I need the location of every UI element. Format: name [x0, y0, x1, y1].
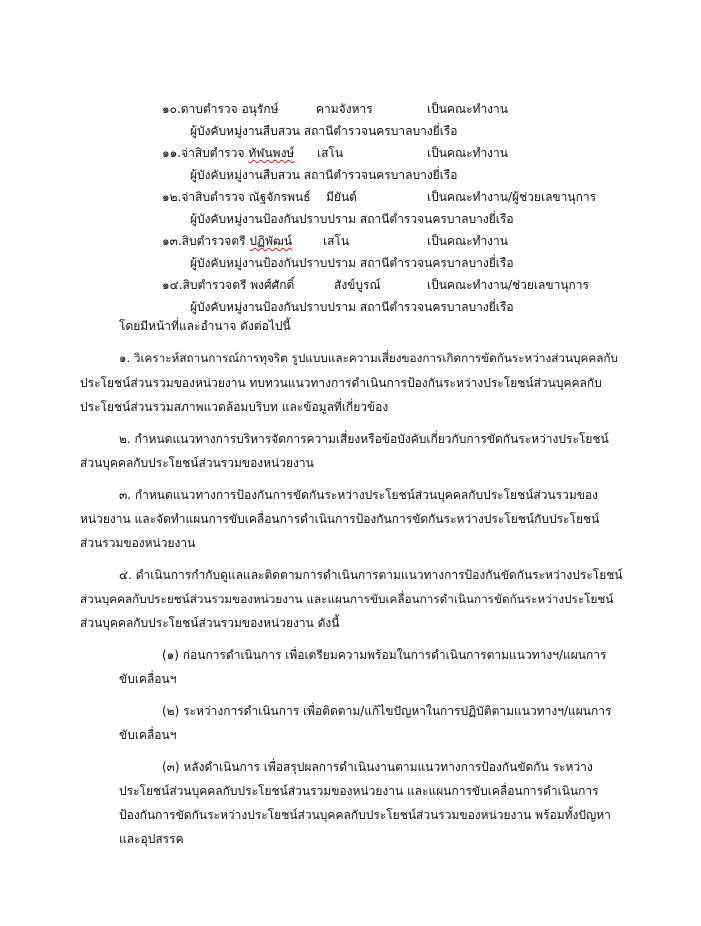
sub1-line1: (๑) ก่อนการดำเนินการ เพื่อเตรียมความพร้อมในการดำเนินการตามแนวทางฯ/แผนการ [162, 648, 607, 662]
member-number: ๑๔. [162, 278, 183, 292]
member-number: ๑๑. [162, 146, 182, 160]
member-11-line [162, 145, 294, 161]
member-12-role: เป็นคณะทำงาน/ผู้ช่วยเลขานุการ [427, 190, 597, 204]
sub3-line3: ป้องกันการขัดกันระหว่างประโยชน์ส่วนบุคคลกับประโยชน์ส่วนรวมของหน่วยงาน พร้อมทั้งปัญหา [119, 808, 611, 822]
member-13-line [162, 233, 292, 249]
member-14-position: ผู้บังคับหมู่งานป้องกันปราบปราม สถานีตำรวจนครบาลบางยี่เรือ [190, 300, 514, 314]
para4-line2: ส่วนบุคคลกับประยชน์ส่วนรวมของหน่วยงาน และแผนการขับเคลื่อนการดำเนินการขัดกันระหว่างประโยชน์ [80, 592, 614, 606]
member-name: สิบตำรวจตรี พงศ์ศักดิ์ [182, 278, 295, 292]
para4-line3: ส่วนบุคคลกับประโยชน์ส่วนรวมของหน่วยงาน ดังนี้ [80, 616, 340, 630]
duties-intro: โดยมีหน้าที่และอำนาจ ดังต่อไปนี้ [119, 319, 291, 333]
member-13-role: เป็นคณะทำงาน [427, 234, 508, 248]
spellcheck-flag: ทัฬนพงษ์ [248, 146, 295, 160]
member-number: ๑๓. [162, 234, 182, 248]
member-14-surname: สังข์บูรณ์ [334, 278, 381, 292]
member-11-surname: เสโน [317, 146, 344, 160]
member-name: สิบตำรวจตรี [181, 234, 250, 248]
spellcheck-flag: ปฏิพัฒน์ [249, 234, 293, 248]
para4-line1: ๔. ดำเนินการกำกับดูแลและติดตามการดำเนินการตามแนวทางการป้องกันขัดกันระหว่างประโยชน์ [119, 568, 623, 582]
sub3-line1: (๓) หลังดำเนินการ เพื่อสรุปผลการดำเนินงานตามแนวทางการป้องกันขัดกัน ระหว่าง [162, 760, 593, 774]
member-11-position: ผู้บังคับหมู่งานสืบสวน สถานีตำรวจนครบาลบางยี่เรือ [190, 168, 458, 182]
member-10-line [162, 101, 279, 117]
member-10-surname: คามจังหาร [316, 102, 373, 116]
sub1-line2: ขับเคลื่อนฯ [119, 672, 177, 686]
sub2-line1: (๒) ระหว่างการดำเนินการ เพื่อติดตาม/แก้ไขปัญหาในการปฏิบัติตามแนวทางฯ/แผนการ [162, 704, 612, 718]
sub2-line2: ขับเคลื่อนฯ [119, 728, 177, 742]
para3-line2: หน่วยงาน และจัดทำแผนการขับเคลื่อนการดำเนินการป้องกันการขัดกันระหว่างประโยชน์กับประโยชน์ [80, 512, 600, 526]
sub3-line4: และอุปสรรค [119, 832, 184, 846]
member-13-position: ผู้บังคับหมู่งานป้องกันปราบปราม สถานีตำรวจนครบาลบางยี่เรือ [190, 256, 514, 270]
member-number: ๑๐. [162, 102, 181, 116]
para1-line1: ๑. วิเคราะห์สถานการณ์การทุจริต รูปแบบและความเสี่ยงของการเกิดการขัดกันระหว่างส่วนบุคคลกับ [119, 351, 618, 365]
member-12-surname: มียันต์ [326, 190, 357, 204]
para2-line1: ๒. กำหนดแนวทางการบริหารจัดการความเสี่ยงหรือข้อบังคับเกี่ยวกับการขัดกันระหว่างประโยชน์ [119, 432, 609, 446]
member-13-surname: เสโน [323, 234, 350, 248]
member-name: ดาบตำรวจ อนุรักษ์ [180, 102, 279, 116]
member-14-role: เป็นคณะทำงาน/ช่วยเลขานุการ [427, 278, 589, 292]
member-12-position: ผู้บังคับหมู่งานป้องกันปราบปราม สถานีตำรวจนครบาลบางยี่เรือ [190, 212, 514, 226]
member-12-line [162, 189, 311, 205]
member-10-role: เป็นคณะทำงาน [427, 102, 508, 116]
member-14-line [162, 277, 294, 293]
sub3-line2: ประโยชน์ส่วนบุคคลกับประโยชน์ส่วนรวมของหน่วยงาน และแผนการขับเคลื่อนการดำเนินการ [119, 784, 599, 798]
member-name: จ่าสิบตำรวจ [181, 146, 249, 160]
para3-line1: ๓. กำหนดแนวทางการป้องกันการขัดกันระหว่างประโยชน์ส่วนบุคคลกับประโยชน์ส่วนรวมของ [119, 488, 599, 502]
para1-line3: ประโยชน์ส่วนรวมสภาพแวดล้อมบริบท และข้อมูลที่เกี่ยวข้อง [80, 400, 389, 414]
member-number: ๑๒. [162, 190, 182, 204]
para1-line2: ประโยชน์ส่วนรวมของหน่วยงาน ทบทวนแนวทางการดำเนินการป้องกันระหว่างประโยชน์ส่วนบุคคลกับ [80, 376, 602, 390]
member-name: จ่าสิบตำรวจ ณัฐจักรพนธ์ [181, 190, 311, 204]
member-11-role: เป็นคณะทำงาน [427, 146, 508, 160]
member-10-position: ผู้บังคับหมู่งานสืบสวน สถานีตำรวจนครบาลบางยี่เรือ [190, 124, 458, 138]
para2-line2: ส่วนบุคคลกับประโยชน์ส่วนรวมของหน่วยงาน [80, 456, 314, 470]
para3-line3: ส่วนรวมของหน่วยงาน [80, 536, 196, 550]
